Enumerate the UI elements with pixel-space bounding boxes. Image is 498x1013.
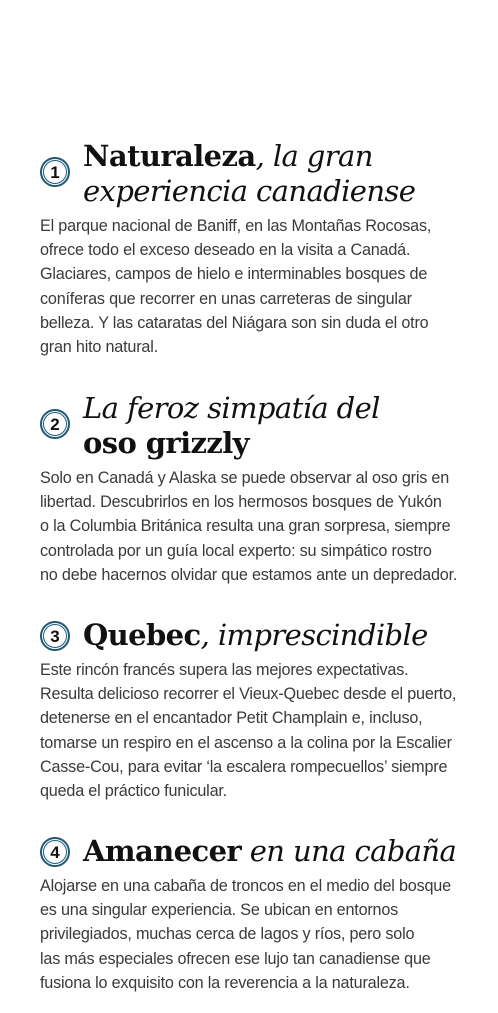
number-badge-label: 2 bbox=[43, 412, 67, 436]
number-badge-label: 4 bbox=[43, 840, 67, 864]
body-line: libertad. Descubrirlos en los hermosos bosques de Yukón bbox=[40, 493, 442, 512]
body-line: Glaciares, campos de hielo e interminables bosques de bbox=[40, 265, 428, 284]
body-line: privilegiados, muchas cerca de lagos y ríos, pero solo bbox=[40, 925, 415, 944]
section-body bbox=[40, 874, 492, 995]
body-line: coníferas que recorrer en unas carreteras de singular bbox=[40, 289, 412, 308]
body-line: no debe hacernos olvidar que estamos ante un depredador. bbox=[40, 565, 458, 584]
body-line: las más especiales ofrecen ese lujo tan canadiense que bbox=[40, 949, 431, 968]
section-body bbox=[40, 214, 492, 359]
number-badge bbox=[40, 409, 70, 439]
number-badge-label: 3 bbox=[43, 624, 67, 648]
heading-italic-text: , la gran bbox=[255, 139, 373, 173]
heading-line bbox=[83, 139, 493, 174]
heading-line bbox=[83, 618, 493, 653]
section-body bbox=[40, 658, 492, 803]
body-line: detenerse en el encantador Petit Champlain e, incluso, bbox=[40, 709, 423, 728]
body-line: belleza. Y las cataratas del Niágara son sin duda el otro bbox=[40, 313, 429, 332]
body-line: El parque nacional de Baniff, en las Montañas Rocosas, bbox=[40, 217, 432, 235]
heading-bold-text: Amanecer bbox=[83, 834, 242, 868]
section-heading bbox=[83, 391, 493, 461]
heading-italic-text: experiencia canadiense bbox=[83, 174, 416, 208]
body-line: Alojarse en una cabaña de troncos en el medio del bosque bbox=[40, 877, 451, 895]
body-line: ofrece todo el exceso deseado en la visita a Canadá. bbox=[40, 241, 411, 260]
body-line: queda el práctico funicular. bbox=[40, 782, 227, 801]
body-line: fusiona lo exquisito con la reverencia a la naturaleza. bbox=[40, 973, 410, 992]
heading-italic-text: , imprescindible bbox=[200, 618, 428, 652]
heading-bold-text: oso grizzly bbox=[83, 426, 249, 460]
number-badge bbox=[40, 621, 70, 651]
number-badge-label: 1 bbox=[43, 160, 67, 184]
number-badge bbox=[40, 837, 70, 867]
number-badge bbox=[40, 157, 70, 187]
heading-line bbox=[83, 174, 493, 209]
section-heading bbox=[83, 139, 493, 209]
heading-line bbox=[83, 834, 493, 869]
body-line: Resulta delicioso recorrer el Vieux-Quebec desde el puerto, bbox=[40, 685, 457, 704]
section-body bbox=[40, 466, 492, 587]
section-heading bbox=[83, 834, 493, 869]
heading-italic-text: en una cabaña bbox=[241, 834, 457, 868]
heading-line bbox=[83, 426, 493, 461]
body-line: o la Columbia Británica resulta una gran sorpresa, siempre bbox=[40, 517, 451, 536]
heading-bold-text: Quebec bbox=[83, 618, 201, 652]
body-line: tomarse un respiro en el ascenso a la colina por la Escalier bbox=[40, 733, 452, 752]
section-heading bbox=[83, 618, 493, 653]
heading-line bbox=[83, 391, 493, 426]
body-line: Casse-Cou, para evitar ‘la escalera rompecuellos’ siempre bbox=[40, 757, 448, 776]
body-line: Solo en Canadá y Alaska se puede observar al oso gris en bbox=[40, 469, 450, 487]
heading-italic-text: La feroz simpatía del bbox=[83, 391, 380, 425]
body-line: gran hito natural. bbox=[40, 338, 158, 357]
body-line: controlada por un guía local experto: su simpático rostro bbox=[40, 541, 432, 560]
body-line: es una singular experiencia. Se ubican en entornos bbox=[40, 901, 399, 920]
body-line: Este rincón francés supera las mejores expectativas. bbox=[40, 661, 409, 679]
heading-bold-text: Naturaleza bbox=[83, 139, 256, 173]
